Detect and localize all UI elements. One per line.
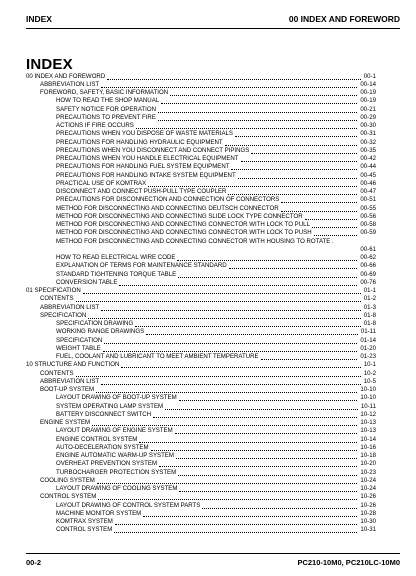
toc-entry[interactable] bbox=[26, 312, 376, 320]
toc-entry[interactable] bbox=[26, 518, 376, 526]
toc-entry-page: 00-1 bbox=[363, 72, 376, 80]
toc-entry[interactable] bbox=[26, 460, 376, 468]
toc-entry[interactable] bbox=[26, 287, 376, 295]
toc-entry[interactable] bbox=[26, 213, 376, 221]
toc-entry-title: LAYOUT DRAWING OF CONTROL SYSTEM PARTS bbox=[56, 501, 201, 509]
toc-entry-title: SPECIFICATION DRAWING bbox=[56, 320, 134, 327]
toc-entry-page: 00-62 bbox=[360, 254, 376, 261]
toc-entry-title: ENGINE SYSTEM bbox=[40, 419, 91, 426]
dot-leader bbox=[98, 493, 357, 501]
toc-entry-title: CONTROL SYSTEM bbox=[56, 526, 113, 534]
toc-entry[interactable] bbox=[26, 304, 376, 312]
toc-entry-title: OVERHEAT PREVENTION SYSTEM bbox=[56, 460, 158, 468]
toc-entry-title: SPECIFICATION bbox=[56, 336, 103, 344]
toc-entry[interactable] bbox=[26, 361, 376, 369]
toc-entry-title: STANDARD TIGHTENING TORQUE TABLE bbox=[56, 270, 177, 278]
toc-entry-title: FOREWORD, SAFETY, BASIC INFORMATION bbox=[40, 89, 169, 96]
dot-leader bbox=[178, 271, 357, 279]
dot-leader bbox=[115, 518, 357, 526]
toc-entry-title: SPECIFICATION bbox=[40, 311, 87, 319]
dot-leader bbox=[151, 444, 357, 452]
toc-entry[interactable] bbox=[26, 188, 376, 196]
toc-entry-page: 10-24 bbox=[360, 476, 376, 484]
dot-leader bbox=[312, 221, 357, 229]
toc-entry[interactable] bbox=[26, 411, 376, 419]
toc-entry-page: 00-29 bbox=[360, 113, 376, 121]
toc-entry-title: PRECAUTIONS WHEN YOU HANDLE ELECTRICAL EQUIPMENT bbox=[56, 155, 239, 162]
toc-entry-page: 00-76 bbox=[360, 278, 376, 286]
toc-entry[interactable] bbox=[26, 106, 376, 114]
toc-entry-title: ENGINE CONTROL SYSTEM bbox=[56, 435, 138, 443]
dot-leader bbox=[175, 427, 357, 435]
toc-entry-title: METHOD FOR DISCONNECTING AND CONNECTING DEUTSCH CONNECTOR bbox=[56, 204, 279, 212]
dot-leader bbox=[88, 312, 361, 320]
toc-entry-page: 10-28 bbox=[360, 509, 376, 517]
toc-entry-page: 00-56 bbox=[360, 212, 376, 220]
dot-leader bbox=[177, 254, 357, 262]
dot-leader bbox=[235, 130, 357, 138]
toc-entry[interactable] bbox=[26, 180, 376, 188]
toc-entry[interactable] bbox=[26, 89, 376, 97]
dot-leader bbox=[178, 469, 357, 477]
toc-entry[interactable] bbox=[26, 155, 376, 163]
toc-entry[interactable] bbox=[26, 419, 376, 427]
dot-leader bbox=[153, 411, 357, 419]
toc-entry[interactable] bbox=[26, 378, 376, 386]
toc-entry-title: PRECAUTIONS FOR HANDLING INTAKE SYSTEM EQUIPMENT bbox=[56, 171, 236, 179]
toc-entry-title: LAYOUT DRAWING OF BOOT-UP SYSTEM bbox=[56, 394, 177, 402]
toc-entry-title: PRECAUTIONS TO PREVENT FIRE bbox=[56, 113, 156, 121]
toc-entry-page: 00-46 bbox=[360, 179, 376, 187]
toc-entry-title: HOW TO READ THE SHOP MANUAL bbox=[56, 97, 160, 105]
dot-leader bbox=[135, 320, 361, 328]
toc-entry-title: PRECAUTIONS FOR HANDLING HYDRAULIC EQUIPMENT bbox=[56, 138, 223, 146]
dot-leader bbox=[170, 89, 357, 97]
page-header bbox=[26, 14, 400, 26]
dot-leader bbox=[104, 337, 357, 345]
page-footer bbox=[26, 558, 400, 570]
toc-entry-title: 00 INDEX AND FOREWORD bbox=[26, 72, 106, 80]
toc-entry[interactable] bbox=[26, 485, 376, 493]
toc-entry[interactable] bbox=[26, 221, 376, 229]
dot-leader bbox=[101, 378, 361, 386]
toc-entry-page: 10-12 bbox=[360, 410, 376, 418]
footer-page-number: 00-2 bbox=[26, 558, 42, 567]
toc-entry-page: 00-45 bbox=[360, 171, 376, 179]
toc-entry[interactable] bbox=[26, 337, 376, 345]
toc-entry-title: 10 STRUCTURE AND FUNCTION bbox=[26, 361, 120, 369]
toc-entry-title: EXPLANATION OF TERMS FOR MAINTENANCE STANDARD bbox=[56, 262, 227, 270]
toc-entry-page: 00-47 bbox=[360, 188, 376, 195]
toc-entry-page: 10-13 bbox=[360, 427, 376, 435]
toc-entry-page: 00-51 bbox=[360, 196, 376, 204]
toc-entry-title: METHOD FOR DISCONNECTING AND CONNECTING CONNECTOR WITH LOCK TO PUSH bbox=[56, 229, 312, 237]
toc-entry-page: 00-19 bbox=[360, 89, 376, 96]
dot-leader bbox=[143, 510, 357, 518]
toc-entry[interactable] bbox=[26, 436, 376, 444]
toc-entry-title: CONTROL SYSTEM bbox=[40, 493, 97, 501]
toc-entry[interactable] bbox=[26, 386, 376, 394]
toc-entry[interactable] bbox=[26, 502, 376, 510]
table-of-contents bbox=[26, 73, 376, 535]
toc-entry[interactable] bbox=[26, 147, 376, 155]
toc-entry-title: CONTENTS bbox=[40, 295, 74, 303]
toc-entry[interactable] bbox=[26, 469, 376, 477]
toc-entry-page: 01-20 bbox=[360, 344, 376, 352]
dot-leader bbox=[101, 304, 361, 312]
toc-entry-page: 10-16 bbox=[360, 443, 376, 451]
toc-entry-page: 10-1 bbox=[363, 361, 376, 369]
toc-entry-page: 10-2 bbox=[363, 369, 376, 377]
toc-entry[interactable] bbox=[26, 452, 376, 460]
toc-entry-title: WORKING RANGE DRAWINGS bbox=[56, 328, 145, 336]
toc-entry[interactable] bbox=[26, 394, 376, 402]
toc-entry-page: 10-10 bbox=[360, 394, 376, 402]
toc-entry-title: BATTERY DISCONNECT SWITCH bbox=[56, 410, 152, 418]
dot-leader bbox=[305, 213, 357, 221]
dot-leader bbox=[148, 180, 357, 188]
dot-leader bbox=[76, 370, 361, 378]
dot-leader bbox=[225, 139, 357, 147]
dot-leader bbox=[251, 147, 357, 155]
toc-entry[interactable] bbox=[26, 279, 376, 287]
dot-leader bbox=[159, 460, 357, 468]
toc-entry-page: 10-30 bbox=[360, 518, 376, 525]
dot-leader bbox=[83, 287, 361, 295]
toc-entry[interactable] bbox=[26, 427, 376, 435]
toc-entry-title: TURBOCHARGER PROTECTION SYSTEM bbox=[56, 468, 177, 476]
header-chapter-title: 00 INDEX AND FOREWORD bbox=[288, 14, 400, 24]
toc-entry-page: 00-42 bbox=[360, 155, 376, 162]
toc-entry[interactable] bbox=[26, 73, 376, 81]
toc-entry-title: PRECAUTIONS FOR HANDLING FUEL SYSTEM EQUIPMENT bbox=[56, 163, 230, 171]
toc-entry-page: 10-5 bbox=[363, 377, 376, 385]
dot-leader bbox=[202, 502, 357, 510]
dot-leader bbox=[165, 403, 358, 411]
dot-leader bbox=[121, 361, 361, 369]
dot-leader bbox=[231, 163, 357, 171]
toc-entry-title: BOOT-UP SYSTEM bbox=[40, 386, 95, 393]
dot-leader bbox=[146, 328, 358, 336]
toc-entry-page: 00-35 bbox=[360, 146, 376, 154]
toc-entry[interactable] bbox=[26, 526, 376, 534]
toc-entry[interactable] bbox=[26, 172, 376, 180]
toc-entry-page: 00-31 bbox=[360, 130, 376, 138]
toc-entry[interactable] bbox=[26, 493, 376, 501]
dot-leader bbox=[241, 155, 357, 163]
toc-entry[interactable] bbox=[26, 353, 376, 361]
toc-entry-page: 00-19 bbox=[360, 97, 376, 105]
toc-entry-title: COOLING SYSTEM bbox=[40, 476, 95, 484]
dot-leader bbox=[281, 205, 357, 213]
toc-entry-title: LAYOUT DRAWING OF ENGINE SYSTEM bbox=[56, 427, 173, 435]
dot-leader bbox=[228, 188, 357, 196]
toc-entry-title: SYSTEM OPERATING LAMP SYSTEM bbox=[56, 402, 164, 410]
toc-entry-title: SAFETY NOTICE FOR OPERATION bbox=[56, 105, 156, 113]
toc-entry-page: 00-61 bbox=[360, 245, 376, 253]
toc-entry[interactable] bbox=[26, 246, 376, 254]
toc-entry[interactable] bbox=[26, 328, 376, 336]
toc-entry-title: PRECAUTIONS FOR DISCONNECTION AND CONNECTION OF CONNECTORS bbox=[56, 196, 280, 204]
toc-entry[interactable] bbox=[26, 130, 376, 138]
header-divider bbox=[26, 28, 400, 29]
toc-entry-page: 01-8 bbox=[363, 311, 376, 319]
toc-entry-page: 00-66 bbox=[360, 262, 376, 270]
toc-entry-page: 01-2 bbox=[363, 295, 376, 303]
toc-entry[interactable] bbox=[26, 403, 376, 411]
footer-divider bbox=[26, 553, 400, 554]
toc-entry[interactable] bbox=[26, 254, 376, 262]
toc-entry-title: FUEL, COOLANT AND LUBRICANT TO MEET AMBIENT TEMPERATURE bbox=[56, 353, 259, 360]
toc-entry-title: ABBREVIATION LIST bbox=[40, 80, 100, 88]
toc-entry-page: 00-58 bbox=[360, 221, 376, 228]
toc-entry-page: 10-31 bbox=[360, 526, 376, 534]
footer-model-name: PC210-10M0, PC210LC-10M0 bbox=[297, 558, 400, 567]
toc-entry-page: 00-55 bbox=[360, 204, 376, 212]
toc-entry-page: 10-24 bbox=[360, 485, 376, 492]
dot-leader bbox=[261, 353, 357, 361]
toc-entry-page: 00-69 bbox=[360, 270, 376, 278]
dot-leader bbox=[103, 345, 357, 353]
header-section-label: INDEX bbox=[26, 14, 52, 24]
toc-entry-title: METHOD FOR DISCONNECTING AND CONNECTING CONNECTOR WITH HOUSING TO ROTATE . bbox=[56, 237, 334, 245]
toc-entry-page: 00-21 bbox=[360, 105, 376, 113]
toc-entry-page: 00-30 bbox=[360, 122, 376, 129]
toc-entry[interactable] bbox=[26, 271, 376, 279]
toc-entry-title: WEIGHT TABLE bbox=[56, 344, 101, 352]
toc-entry[interactable] bbox=[26, 370, 376, 378]
toc-entry-title: PRECAUTIONS WHEN YOU DISPOSE OF WASTE MATERIALS bbox=[56, 130, 233, 138]
toc-entry-page: 10-23 bbox=[360, 468, 376, 476]
toc-entry-page: 10-20 bbox=[360, 460, 376, 468]
toc-entry-title: DISCONNECT AND CONNECT PUSH-PULL TYPE COUPLER bbox=[56, 188, 227, 195]
dot-leader bbox=[229, 262, 357, 270]
dot-leader bbox=[92, 419, 357, 427]
toc-entry[interactable] bbox=[26, 196, 376, 204]
toc-entry[interactable] bbox=[26, 238, 376, 246]
toc-entry-page: 01-23 bbox=[360, 353, 376, 360]
dot-leader bbox=[158, 114, 357, 122]
toc-entry[interactable] bbox=[26, 81, 376, 89]
toc-entry[interactable] bbox=[26, 477, 376, 485]
toc-entry[interactable] bbox=[26, 139, 376, 147]
toc-entry-page: 10-13 bbox=[360, 419, 376, 426]
toc-entry-page: 01-11 bbox=[360, 328, 376, 336]
dot-leader bbox=[136, 122, 357, 130]
toc-entry[interactable] bbox=[26, 122, 376, 130]
toc-entry-page: 00-32 bbox=[360, 138, 376, 146]
page-title: INDEX bbox=[26, 56, 73, 73]
toc-entry-page: 10-14 bbox=[360, 435, 376, 443]
toc-entry-title: ABBREVIATION LIST bbox=[40, 303, 100, 311]
toc-entry-title: HOW TO READ ELECTRICAL WIRE CODE bbox=[56, 254, 176, 261]
toc-entry-title: PRECAUTIONS WHEN YOU DISCONNECT AND CONNECT PIPINGS bbox=[56, 146, 250, 154]
toc-entry-page: 01-8 bbox=[363, 320, 376, 327]
toc-entry-title: CONTENTS bbox=[40, 369, 74, 377]
toc-entry-title: LAYOUT DRAWING OF COOLING SYSTEM bbox=[56, 485, 178, 492]
toc-entry-title: METHOD FOR DISCONNECTING AND CONNECTING CONNECTOR WITH LOCK TO PULL bbox=[56, 221, 310, 228]
dot-leader bbox=[139, 436, 357, 444]
dot-leader bbox=[76, 295, 361, 303]
toc-entry[interactable] bbox=[26, 320, 376, 328]
toc-entry[interactable] bbox=[26, 262, 376, 270]
toc-entry[interactable] bbox=[26, 229, 376, 237]
toc-entry[interactable] bbox=[26, 295, 376, 303]
toc-entry-page: 01-1 bbox=[363, 287, 376, 294]
dot-leader bbox=[101, 81, 357, 89]
dot-leader bbox=[96, 386, 357, 394]
toc-entry-title: CONVERSION TABLE bbox=[56, 278, 118, 286]
dot-leader bbox=[107, 73, 361, 81]
toc-entry-page: 00-59 bbox=[360, 229, 376, 237]
toc-entry-page: 00-14 bbox=[360, 80, 376, 88]
dot-leader bbox=[176, 452, 357, 460]
toc-entry-title: AUTO-DECELERATION SYSTEM bbox=[56, 443, 149, 451]
toc-entry-title: ENGINE AUTOMATIC WARM-UP SYSTEM bbox=[56, 452, 174, 459]
dot-leader bbox=[158, 106, 357, 114]
toc-entry-page: 01-14 bbox=[360, 336, 376, 344]
toc-entry[interactable] bbox=[26, 163, 376, 171]
dot-leader bbox=[119, 279, 357, 287]
toc-entry[interactable] bbox=[26, 97, 376, 105]
dot-leader bbox=[238, 172, 357, 180]
toc-entry-title: 01 SPECIFICATION bbox=[26, 287, 81, 294]
toc-entry-title: ACTIONS IF FIRE OCCURS bbox=[56, 122, 134, 129]
dot-leader bbox=[161, 97, 357, 105]
toc-entry-title: KOMTRAX SYSTEM bbox=[56, 518, 113, 525]
toc-entry-page: 10-11 bbox=[360, 402, 376, 410]
toc-entry-page: 10-26 bbox=[360, 501, 376, 509]
toc-entry[interactable] bbox=[26, 345, 376, 353]
toc-entry-page: 10-26 bbox=[360, 493, 376, 501]
toc-entry-title: ABBREVIATION LIST bbox=[40, 377, 100, 385]
dot-leader bbox=[281, 196, 357, 204]
toc-entry[interactable] bbox=[26, 205, 376, 213]
dot-leader bbox=[179, 394, 357, 402]
toc-entry-page: 10-10 bbox=[360, 386, 376, 393]
toc-entry-title: METHOD FOR DISCONNECTING AND CONNECTING SLIDE LOCK TYPE CONNECTOR bbox=[56, 212, 303, 220]
toc-entry[interactable] bbox=[26, 510, 376, 518]
toc-entry[interactable] bbox=[26, 114, 376, 122]
dot-leader bbox=[97, 477, 357, 485]
toc-entry-page: 01-3 bbox=[363, 303, 376, 311]
toc-entry-page: 10-18 bbox=[360, 452, 376, 459]
toc-entry-title: MACHINE MONITOR SYSTEM bbox=[56, 509, 142, 517]
toc-entry-title: PRACTICAL USE OF KOMTRAX bbox=[56, 179, 147, 187]
dot-leader bbox=[314, 229, 357, 237]
dot-leader bbox=[114, 526, 357, 534]
dot-leader bbox=[179, 485, 357, 493]
toc-entry[interactable] bbox=[26, 444, 376, 452]
toc-entry-page: 00-44 bbox=[360, 163, 376, 171]
